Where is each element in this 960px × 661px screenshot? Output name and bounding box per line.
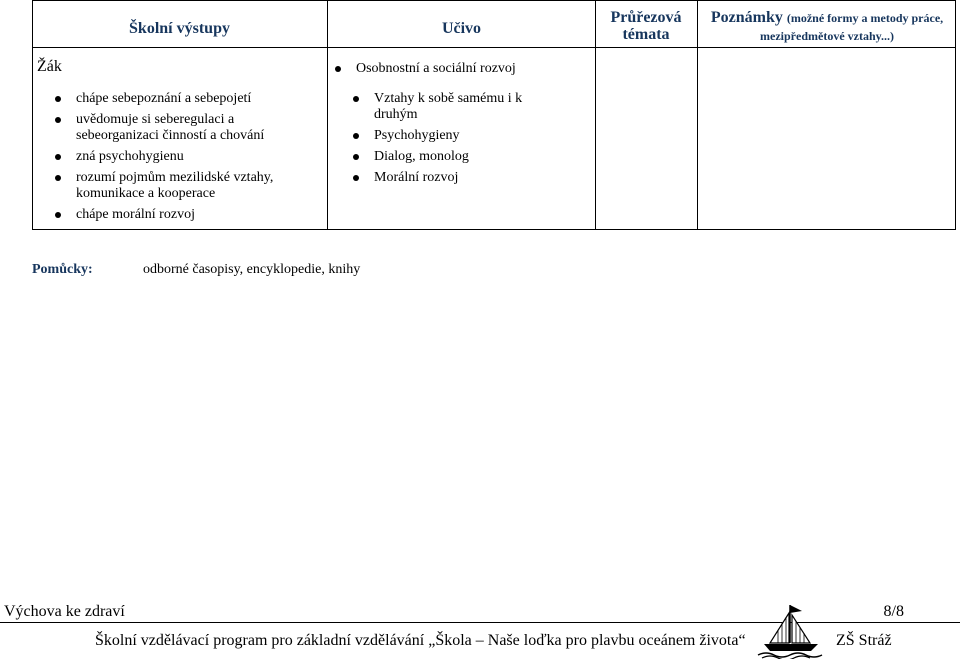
list-item: chápe sebepoznání a sebepojetí [52,91,307,107]
footer-subject: Výchova ke zdraví [4,603,125,620]
header-poznamky-note: (možné formy a metody práce, mezipředmětové vztahy...) [760,11,944,43]
pomucky-label: Pomůcky: [32,262,93,277]
section-label-zak: Žák [37,58,62,75]
list-item: rozumí pojmům mezilidské vztahy, komunikace a kooperace [52,170,307,202]
curriculum-list [350,91,530,191]
list-item: Morální rozvoj [350,170,530,186]
list-item: Dialog, monolog [350,149,530,165]
curriculum-table [32,0,956,230]
header-skolni-vystupy: Školní výstupy [129,20,230,37]
list-item: Psychohygieny [350,128,530,144]
pomucky-value: odborné časopisy, encyklopedie, knihy [143,262,361,277]
list-item: Vztahy k sobě samému i k druhým [350,91,530,123]
list-item: uvědomuje si seberegulaci a sebeorganizaci činností a chování [52,112,307,144]
header-ucivo: Učivo [441,20,482,37]
curriculum-title-list [332,61,587,82]
footer-program: Školní vzdělávací program pro základní vzdělávání „Škola – Naše loďka pro plavbu oceánem života“ [95,632,746,649]
header-prurezova-temata: Průřezová témata [610,9,682,43]
list-item: zná psychohygienu [52,149,307,165]
sailboat-logo-icon [756,603,826,659]
header-poznamky-title: Poznámky [710,9,783,26]
footer-page-number: 8/8 [883,603,904,620]
header-poznamky [707,9,947,45]
footer-school: ZŠ Stráž [836,632,892,649]
list-item: chápe morální rozvoj [52,207,307,223]
outcomes-list [52,91,307,228]
curriculum-title: Osobnostní a sociální rozvoj [332,61,587,77]
